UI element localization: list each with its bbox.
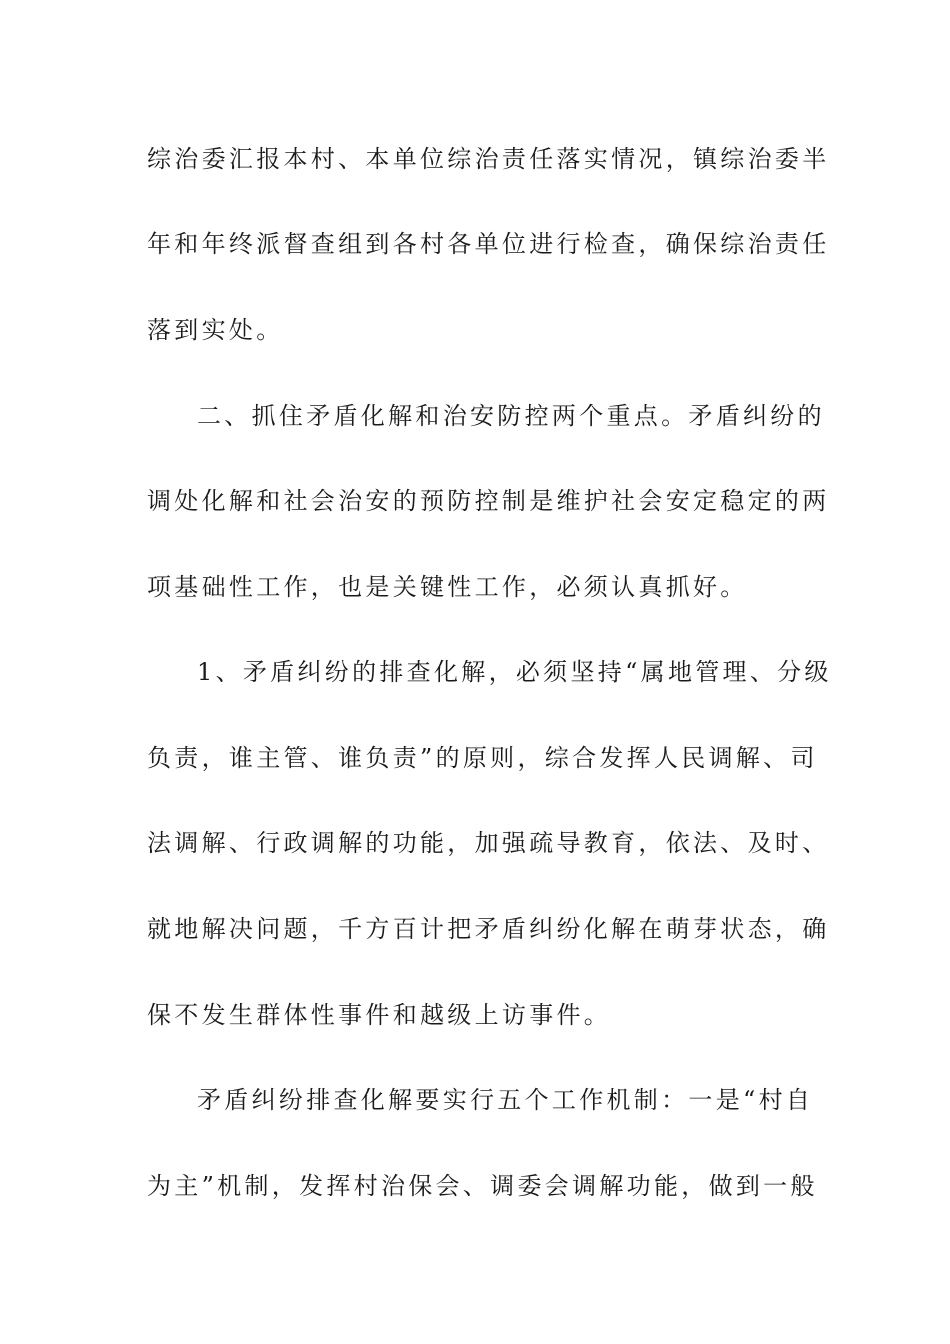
text-line-13: 为主”机制，发挥村治保会、调委会调解功能，做到一般 [147, 1172, 818, 1200]
text-line-2: 年和年终派督查组到各村各单位进行检查，确保综治责任 [147, 230, 830, 258]
text-line-7: 1、矛盾纠纷的排查化解，必须坚持“属地管理、分级 [197, 658, 832, 686]
text-line-11: 保不发生群体性事件和越级上访事件。 [147, 1001, 612, 1029]
text-line-10: 就地解决问题，千方百计把矛盾纠纷化解在萌芽状态，确 [147, 915, 830, 943]
text-line-6: 项基础性工作，也是关键性工作，必须认真抓好。 [147, 573, 748, 601]
text-line-5: 调处化解和社会治安的预防控制是维护社会安定稳定的两 [147, 487, 830, 515]
text-line-4: 二、抓住矛盾化解和治安防控两个重点。矛盾纠纷的 [197, 402, 825, 430]
text-line-3: 落到实处。 [147, 316, 284, 344]
text-line-9: 法调解、行政调解的功能，加强疏导教育，依法、及时、 [147, 829, 830, 857]
text-line-8: 负责，谁主管、谁负责”的原则，综合发挥人民调解、司 [147, 744, 818, 772]
text-line-1: 综治委汇报本村、本单位综治责任落实情况，镇综治委半 [147, 145, 830, 173]
text-line-12: 矛盾纠纷排查化解要实行五个工作机制：一是“村自 [197, 1086, 814, 1114]
